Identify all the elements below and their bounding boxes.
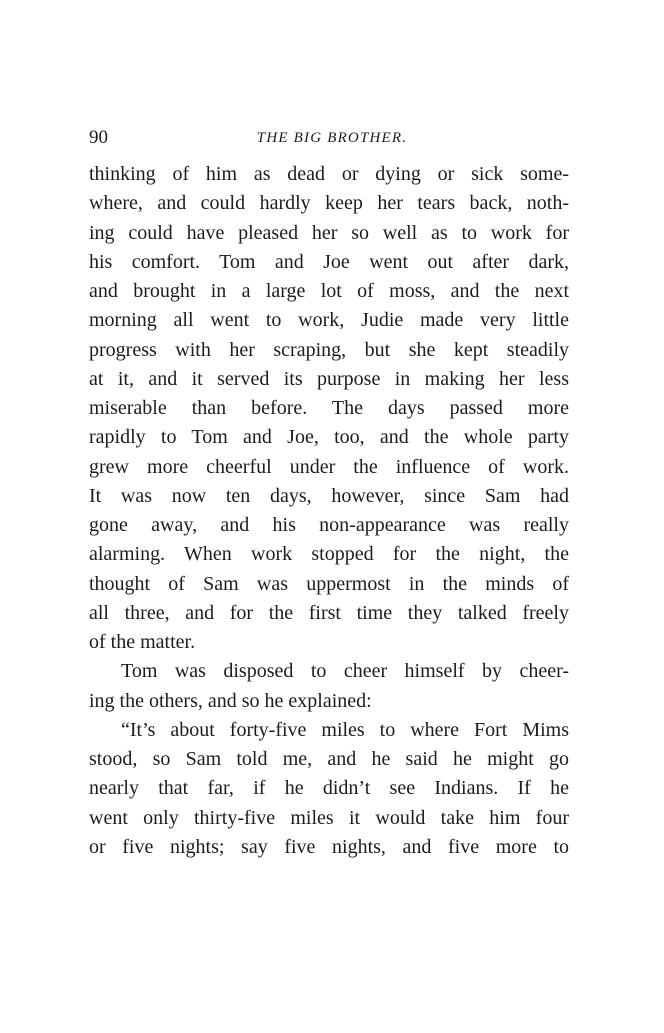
- text-line: morning all went to work, Judie made very little: [89, 309, 569, 332]
- text-line: progress with her scraping, but she kept steadily: [89, 338, 569, 361]
- text-line: at it, and it served its purpose in making her less: [89, 367, 569, 390]
- text-line: grew more cheerful under the influence of work.: [89, 455, 569, 478]
- text-line: gone away, and his non-appearance was really: [89, 514, 569, 536]
- text-line: his comfort. Tom and Joe went out after dark,: [89, 250, 569, 273]
- text-line: of the matter.: [89, 631, 196, 653]
- text-line: thinking of him as dead or dying or sick some-: [89, 163, 569, 185]
- text-line: alarming. When work stopped for the night, the: [89, 543, 569, 566]
- text-line: rapidly to Tom and Joe, too, and the whole party: [89, 426, 569, 449]
- text-line: “It’s about forty-five miles to where Fort Mims: [121, 718, 569, 741]
- text-line: went only thirty-five miles it would take him four: [89, 806, 569, 829]
- text-line: ing the others, and so he explained:: [89, 689, 372, 712]
- text-line: stood, so Sam told me, and he said he might go: [89, 748, 569, 770]
- body-text: [89, 160, 569, 862]
- text-line: miserable than before. The days passed more: [89, 397, 569, 419]
- text-line: ing could have pleased her so well as to work for: [89, 221, 569, 244]
- text-line: Tom was disposed to cheer himself by cheer-: [121, 660, 569, 683]
- text-line: or five nights; say five nights, and five more to: [89, 835, 569, 858]
- text-line: thought of Sam was uppermost in the minds of: [89, 572, 569, 595]
- text-line: nearly that far, if he didn’t see Indians. If he: [89, 777, 569, 800]
- text-line: and brought in a large lot of moss, and the next: [89, 280, 569, 302]
- text-line: all three, and for the first time they talked freely: [89, 601, 569, 624]
- page-number: 90: [89, 127, 108, 148]
- text-line: It was now ten days, however, since Sam had: [89, 484, 569, 507]
- running-head: THE BIG BROTHER.: [256, 130, 408, 146]
- text-line: where, and could hardly keep her tears back, noth-: [89, 192, 569, 215]
